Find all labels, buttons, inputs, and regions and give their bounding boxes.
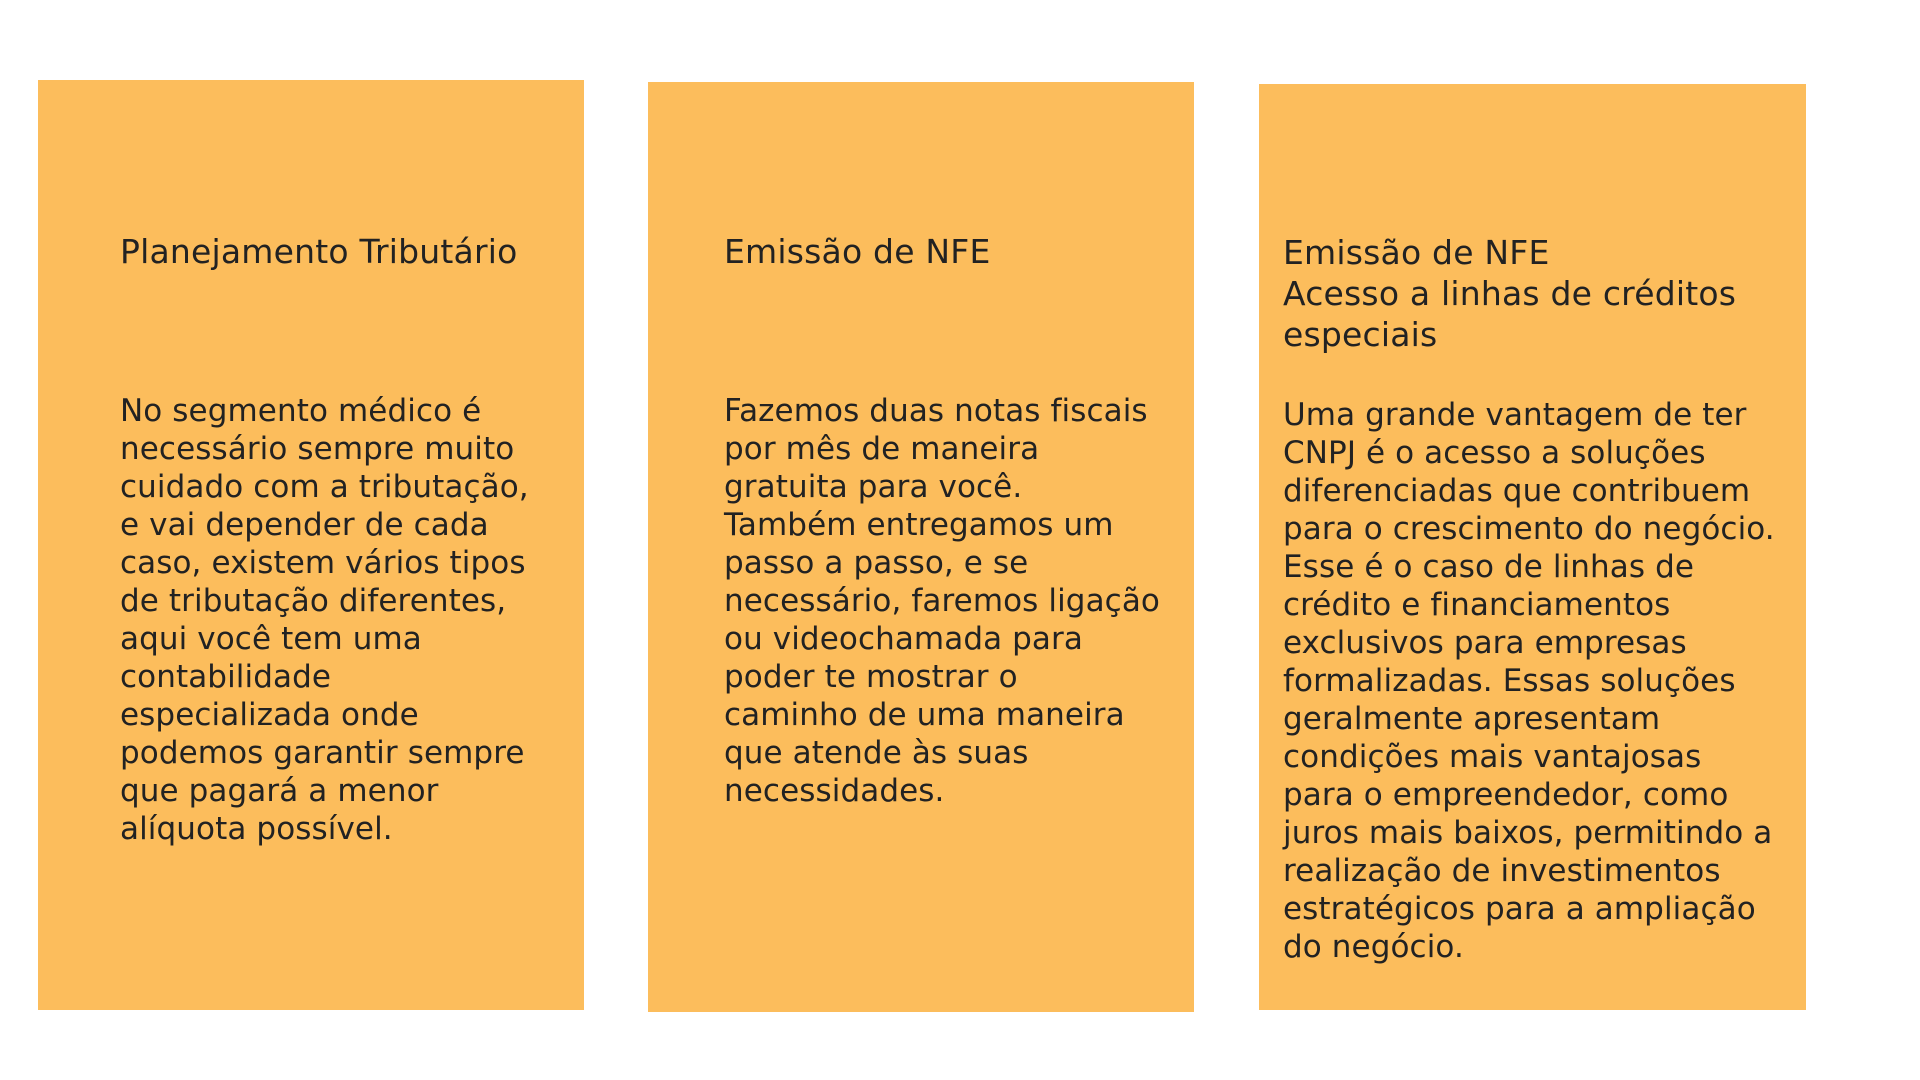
card-description: Fazemos duas notas fiscais por mês de maneira gratuita para você. Também entregamos um passo a passo, e se necessário, faremos ligação ou videochamada para poder te mostrar o caminho de uma maneira que atende às suas necessidades. — [724, 393, 1160, 809]
card-emissao-nfe — [648, 82, 1194, 1012]
card-title: Planejamento Tributário — [120, 232, 518, 271]
card-title: Emissão de NFE Acesso a linhas de créditos especiais — [1283, 233, 1737, 354]
card-title: Emissão de NFE — [724, 232, 991, 271]
card-description: No segmento médico é necessário sempre muito cuidado com a tributação, e vai depender de cada caso, existem vários tipos de tributação diferentes, aqui você tem uma contabilidade especializada onde podemos garantir sempre que pagará a menor alíquota possível. — [120, 393, 529, 847]
card-planejamento-tributario — [38, 80, 584, 1010]
card-description: Uma grande vantagem de ter CNPJ é o acesso a soluções diferenciadas que contribuem para o crescimento do negócio. Esse é o caso de linhas de crédito e financiamentos exclusivos para empresas formalizadas. Essas soluções geralmente apresentam condições mais vantajosas para o empreendedor, como juros mais baixos, permitindo a realização de investimentos estratégicos para a ampliação do negócio. — [1283, 397, 1775, 965]
card-linhas-de-credito — [1259, 84, 1806, 1010]
